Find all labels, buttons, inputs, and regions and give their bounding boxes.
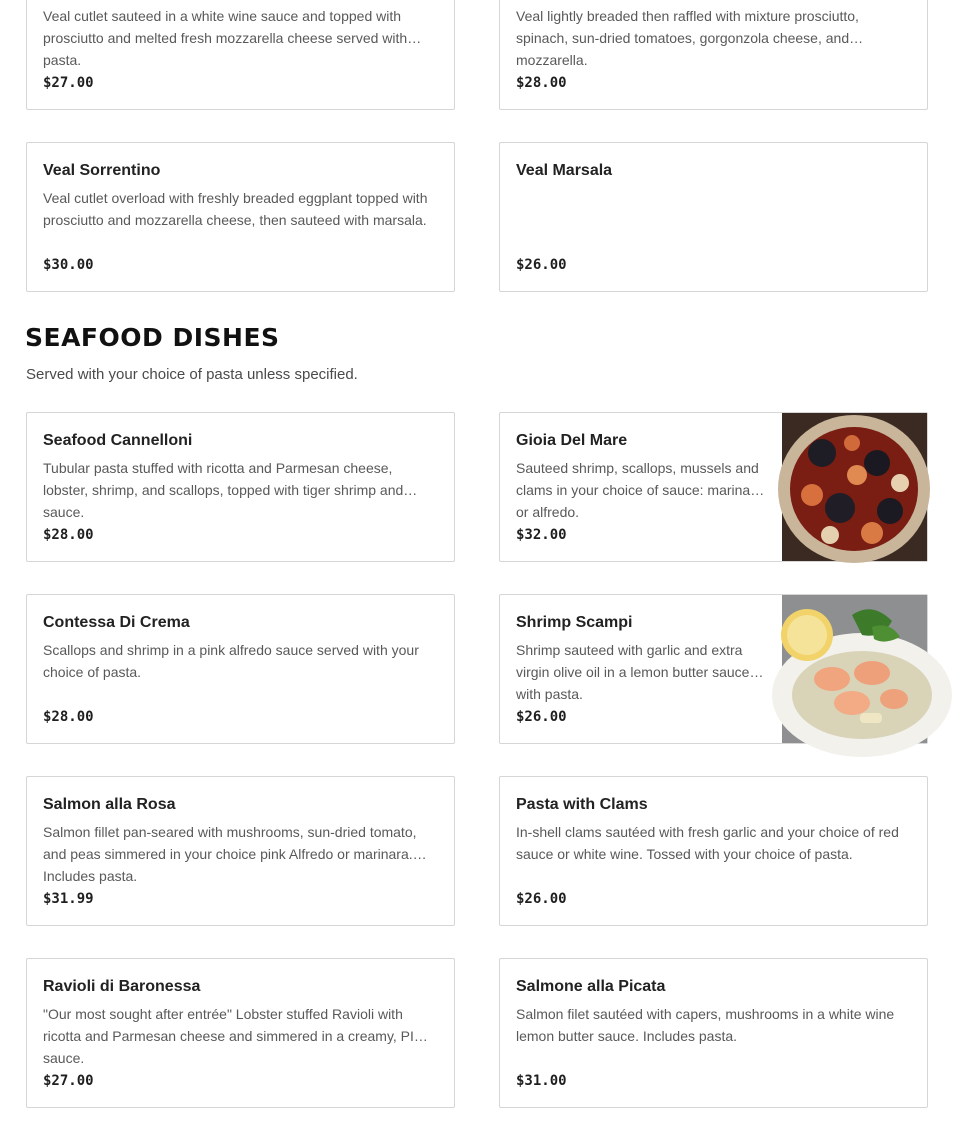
menu-item-card[interactable] (499, 412, 928, 562)
menu-item-price: $26.00 (516, 709, 567, 725)
shrimp-scampi-photo (782, 595, 927, 743)
menu-item-price: $28.00 (516, 75, 567, 91)
section-subtitle: Served with your choice of pasta unless specified. (26, 366, 358, 383)
menu-item-description: Sauteed shrimp, scallops, mussels and clams in your choice of sauce: marinara or alfredo. (516, 460, 763, 520)
menu-item-description (516, 187, 911, 231)
menu-item-price: $26.00 (516, 891, 567, 907)
menu-item-name: Gioia Del Mare (516, 432, 628, 449)
menu-item-description: Salmon fillet pan-seared with mushrooms, sun-dried tomato, and peas simmered in your choice pink Alfredo or marinara. Includes pasta. (43, 824, 417, 884)
menu-item-name: Contessa Di Crema (43, 614, 190, 631)
menu-item-price: $26.00 (516, 257, 567, 273)
menu-item-description: Scallops and shrimp in a pink alfredo sauce served with your choice of pasta. (43, 642, 419, 680)
menu-item-name: Veal Sorrentino (43, 162, 161, 179)
menu-item-card[interactable] (26, 0, 455, 110)
menu-item-name: Shrimp Scampi (516, 614, 633, 631)
menu-item-card[interactable] (499, 594, 928, 744)
menu-item-name: Pasta with Clams (516, 796, 648, 813)
menu-item-card[interactable] (26, 958, 455, 1108)
menu-item-description: Shrimp sauteed with garlic and extra virgin olive oil in a lemon butter sauce with pasta. (516, 642, 750, 702)
menu-item-description: In-shell clams sautéed with fresh garlic and your choice of red sauce or white wine. Tossed with your choice of pasta. (516, 824, 899, 862)
menu-item-price: $31.00 (516, 1073, 567, 1089)
menu-item-description: Tubular pasta stuffed with ricotta and Parmesan cheese, lobster, shrimp, and scallops, topped with tiger shrimp and sauce. (43, 460, 404, 520)
menu-item-card[interactable] (26, 412, 455, 562)
menu-item-name: Salmone alla Picata (516, 978, 666, 995)
menu-item-card[interactable] (499, 776, 928, 926)
menu-item-description: Veal lightly breaded then raffled with mixture prosciutto, spinach, sun-dried tomatoes, gorgonzola cheese, and mozzarella. (516, 8, 859, 68)
menu-item-card[interactable] (499, 142, 928, 292)
menu-item-price: $28.00 (43, 709, 94, 725)
menu-item-price: $28.00 (43, 527, 94, 543)
menu-item-price: $32.00 (516, 527, 567, 543)
menu-item-card[interactable] (499, 958, 928, 1108)
menu-item-card[interactable] (26, 776, 455, 926)
menu-item-price: $30.00 (43, 257, 94, 273)
seafood-pasta-photo (782, 413, 927, 561)
menu-grid-veal (26, 0, 928, 292)
menu-item-description: Salmon filet sautéed with capers, mushrooms in a white wine lemon butter sauce. Includes pasta. (516, 1006, 895, 1044)
menu-item-description: "Our most sought after entrée" Lobster stuffed Ravioli with ricotta and Parmesan cheese and simmered in a creamy, PINK sauce. (43, 1006, 434, 1066)
menu-item-name: Ravioli di Baronessa (43, 978, 201, 995)
menu-item-price: $31.99 (43, 891, 94, 907)
menu-item-description: Veal cutlet overload with freshly breaded eggplant topped with prosciutto and mozzarella cheese, then sauteed with marsala. (43, 190, 428, 228)
menu-item-card[interactable] (499, 0, 928, 110)
menu-item-name: Seafood Cannelloni (43, 432, 193, 449)
menu-item-name: Veal Marsala (516, 162, 613, 179)
menu-grid-seafood (26, 412, 928, 1108)
menu-item-price: $27.00 (43, 75, 94, 91)
menu-item-name: Salmon alla Rosa (43, 796, 176, 813)
section-title: SEAFOOD DISHES (25, 323, 280, 352)
menu-item-card[interactable] (26, 142, 455, 292)
menu-item-price: $27.00 (43, 1073, 94, 1089)
menu-item-card[interactable] (26, 594, 455, 744)
menu-item-description: Veal cutlet sauteed in a white wine sauce and topped with prosciutto and melted fresh mozzarella cheese served with pasta. (43, 8, 408, 68)
